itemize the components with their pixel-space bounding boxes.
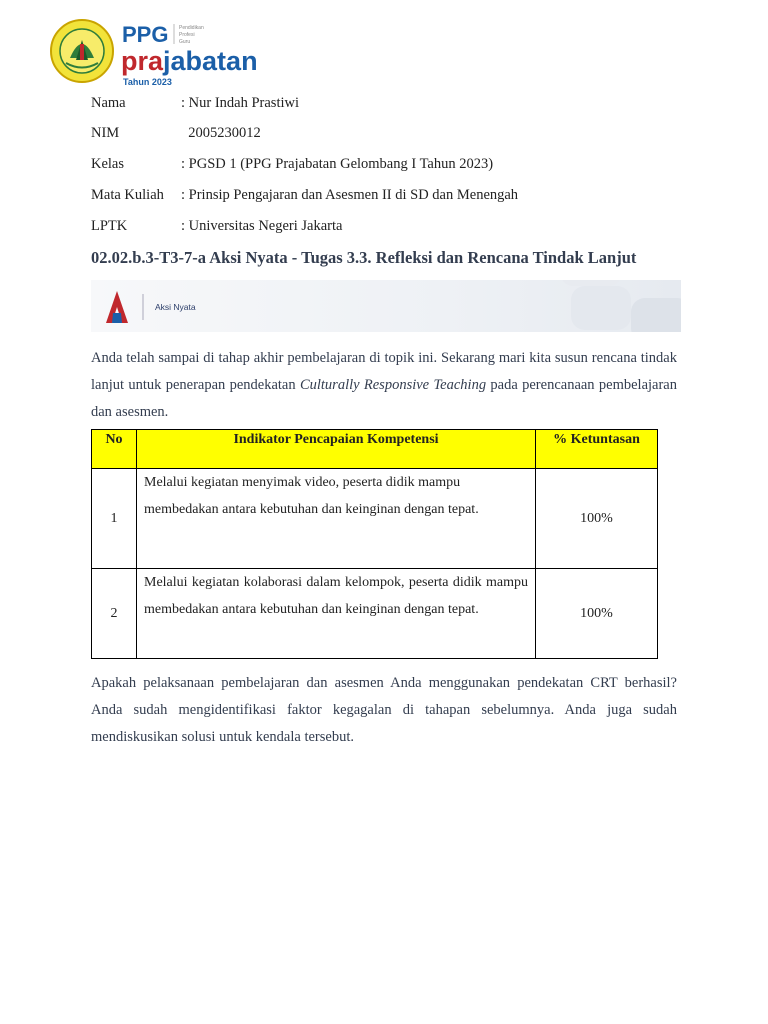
banner-label: Aksi Nyata xyxy=(155,302,196,312)
row-ketuntasan: 100% xyxy=(536,569,658,659)
info-value: : Nur Indah Prastiwi xyxy=(181,95,299,111)
svg-text:prajabatan: prajabatan xyxy=(121,46,258,76)
svg-text:Pendidikan: Pendidikan xyxy=(179,25,204,31)
row-number: 2 xyxy=(92,569,137,659)
info-label: NIM xyxy=(91,125,120,141)
info-value: : Universitas Negeri Jakarta xyxy=(181,218,343,234)
table-row xyxy=(92,569,658,659)
table-header-row xyxy=(92,430,658,469)
info-value: : Prinsip Pengajaran dan Asesmen II di SD dan Menengah xyxy=(181,187,519,203)
info-label: Mata Kuliah xyxy=(91,187,164,203)
row-ketuntasan: 100% xyxy=(536,469,658,569)
competency-table xyxy=(91,429,658,659)
svg-text:PPG: PPG xyxy=(122,22,169,47)
ppg-prajabatan-logo xyxy=(50,18,260,88)
aksi-nyata-banner xyxy=(91,280,681,332)
table-row xyxy=(92,469,658,569)
row-number: 1 xyxy=(92,469,137,569)
row-indicator: Melalui kegiatan menyimak video, peserta didik mampu membedakan antara kebutuhan dan keinginan dengan tepat. xyxy=(137,469,536,569)
header-indicator: Indikator Pencapaian Kompetensi xyxy=(137,430,536,469)
svg-text:Guru: Guru xyxy=(179,39,191,45)
info-value: 2005230012 xyxy=(181,125,261,141)
info-value: : PGSD 1 (PPG Prajabatan Gelombang I Tahun 2023) xyxy=(181,156,494,172)
info-label: Nama xyxy=(91,95,126,111)
svg-text:Profesi: Profesi xyxy=(179,32,195,38)
row-indicator: Melalui kegiatan kolaborasi dalam kelompok, peserta didik mampu membedakan antara kebutuhan dan keinginan dengan tepat. xyxy=(137,569,536,659)
info-label: LPTK xyxy=(91,218,128,234)
aksi-nyata-logo-icon xyxy=(106,291,128,323)
info-label: Kelas xyxy=(91,156,125,172)
header-ketuntasan: % Ketuntasan xyxy=(536,430,658,469)
intro-paragraph: Anda telah sampai di tahap akhir pembelajaran di topik ini. Sekarang mari kita susun rencana tindak lanjut untuk penerapan pendekatan Culturally Responsive Teaching pada perencanaan pembelajaran dan asesmen. xyxy=(91,350,677,420)
university-seal-icon xyxy=(51,20,113,82)
header-no: No xyxy=(92,430,137,469)
svg-text:Tahun 2023: Tahun 2023 xyxy=(123,77,172,87)
document-title: 02.02.b.3-T3-7-a Aksi Nyata - Tugas 3.3. Refleksi dan Rencana Tindak Lanjut xyxy=(91,248,637,267)
closing-paragraph: Apakah pelaksanaan pembelajaran dan asesmen Anda menggunakan pendekatan CRT berhasil? Anda sudah mengidentifikasi faktor kegagalan di tahapan sebelumnya. Anda juga sudah mendiskusikan solusi untuk kendala tersebut. xyxy=(91,675,677,745)
